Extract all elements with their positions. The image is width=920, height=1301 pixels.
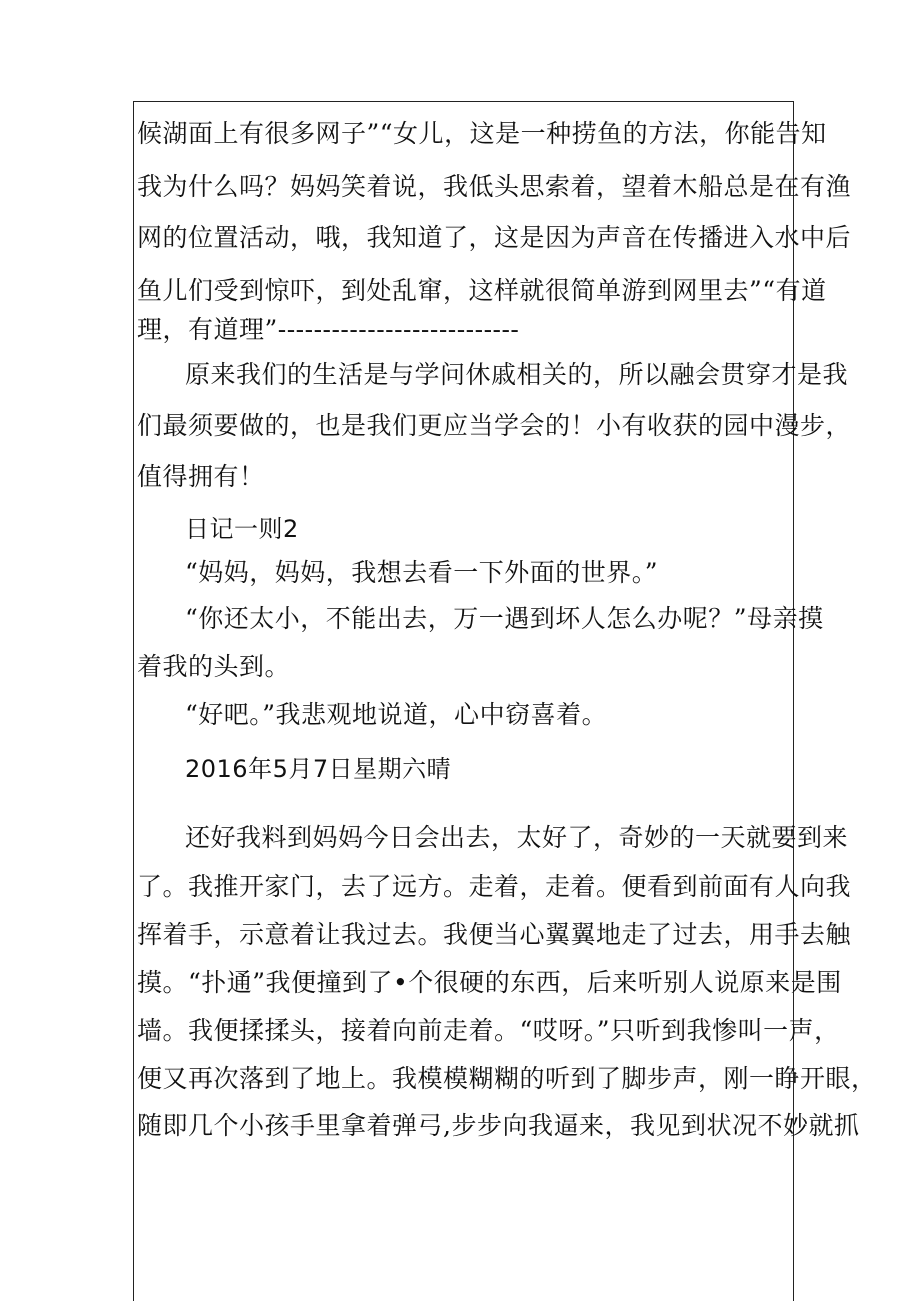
paragraph-line: 值得拥有！ [137, 462, 265, 491]
paragraph-line: 鱼儿们受到惊吓，到处乱窜，这样就很简单游到网里去”“有道 [137, 276, 827, 305]
paragraph-line: 便又再次落到了地上。我模模糊糊的听到了脚步声，刚一睁开眼， [137, 1064, 877, 1093]
paragraph-line: 原来我们的生活是与学问休戚相关的，所以融会贯穿才是我 [185, 360, 849, 389]
diary-heading: 日记一则2 [185, 515, 299, 543]
paragraph-line: 墙。我便揉揉头，接着向前走着。“哎呀。”只听到我惨叫一声， [137, 1016, 840, 1045]
diary-date: 2016年5月7日星期六晴 [185, 755, 452, 783]
paragraph-line: 摸。“扑通”我便撞到了•个很硬的东西，后来听别人说原来是围 [137, 968, 842, 997]
paragraph-line: 们最须要做的，也是我们更应当学会的！小有收获的园中漫步， [137, 411, 852, 440]
paragraph-line: 网的位置活动，哦，我知道了，这是因为声音在传播进入水中后 [137, 223, 852, 252]
paragraph-line: 候湖面上有很多网子”“女儿，这是一种捞鱼的方法，你能告知 [137, 119, 827, 148]
dialog-line: 着我的头到。 [137, 652, 291, 681]
paragraph-line: 随即几个小孩手里拿着弹弓,步步向我逼来，我见到状况不妙就抓 [137, 1111, 860, 1140]
dialog-line: “好吧。”我悲观地说道，心中窃喜着。 [185, 700, 608, 729]
paragraph-line: 还好我料到妈妈今日会出去，太好了，奇妙的一天就要到来 [185, 823, 849, 852]
paragraph-line: 挥着手，示意着让我过去。我便当心翼翼地走了过去，用手去触 [137, 920, 852, 949]
dialog-line: “你还太小，不能出去，万一遇到坏人怎么办呢？”母亲摸 [185, 604, 824, 633]
paragraph-line: 了。我推开家门，去了远方。走着，走着。便看到前面有人向我 [137, 872, 852, 901]
dialog-line: “妈妈，妈妈，我想去看一下外面的世界。” [185, 558, 659, 587]
paragraph-line: 我为什么吗？妈妈笑着说，我低头思索着，望着木船总是在有渔 [137, 172, 852, 201]
paragraph-line: 理，有道理”--------------------------- [137, 315, 520, 344]
